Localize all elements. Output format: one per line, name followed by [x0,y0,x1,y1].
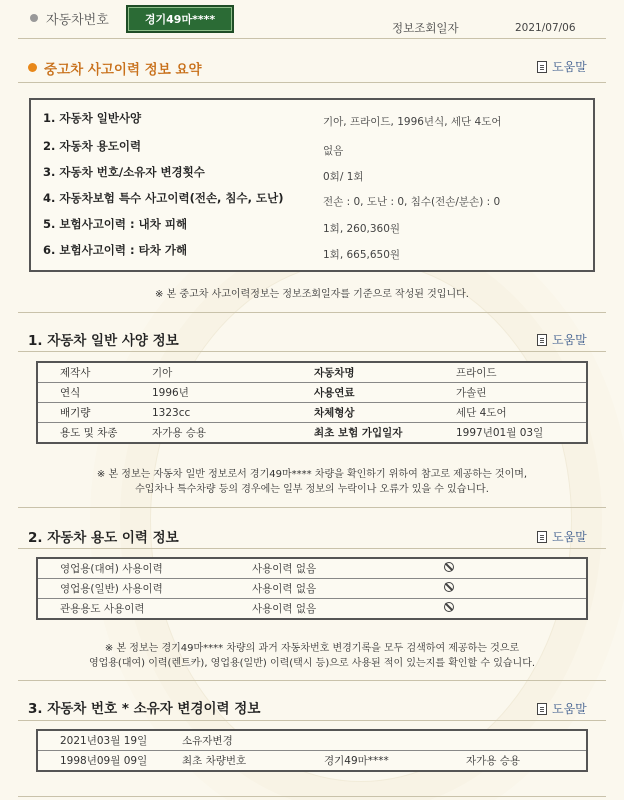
no-symbol-icon [444,602,454,612]
section1-title: 1. 자동차 일반 사양 정보 [28,333,179,349]
divider [18,507,606,508]
help-link[interactable] [537,58,587,75]
table-row [37,362,587,383]
summary-value: 1회, 665,650원 [323,249,401,261]
table-row [37,558,587,579]
summary-row [31,164,593,192]
spec-value: 세단 4도어 [434,403,587,423]
summary-row [31,138,593,166]
divider [18,680,606,681]
divider [18,351,606,352]
usage-key: 관용용도 사용이력 [60,603,145,615]
section2-note [0,641,624,671]
summary-value: 1회, 260,360원 [323,223,401,235]
history-type: 최초 차량번호 [182,755,247,767]
summary-value: 없음 [323,145,344,157]
no-symbol-icon [444,582,454,592]
summary-label: 2. 자동차 용도이력 [43,139,142,153]
spec-key: 배기량 [37,403,130,423]
spec-key: 사용연료 [292,383,434,403]
note-line: 수입차나 특수차량 등의 경우에는 일부 정보의 누락이나 오류가 있을 수 있습니다. [135,484,489,495]
history-number [302,730,444,751]
summary-title: 중고차 사고이력 정보 요약 [44,62,202,78]
spec-value: 가솔린 [434,383,587,403]
summary-label: 4. 자동차보험 특수 사고이력(전손, 침수, 도난) [43,191,284,205]
spec-value: 1323cc [130,403,292,423]
usage-value: 사용이력 없음 [252,603,317,615]
document-icon [537,703,547,715]
bullet-icon [30,14,38,22]
help-label: 도움말 [552,60,587,74]
table-row [37,383,587,403]
spec-value: 프라이드 [434,362,587,383]
summary-value: 기아, 프라이드, 1996년식, 세단 4도어 [323,116,502,128]
history-use: 자가용 승용 [466,755,521,767]
help-label: 도움말 [552,702,587,716]
history-use [444,730,587,751]
usage-value: 사용이력 없음 [230,558,422,579]
vehicle-number-label: 자동차번호 [46,13,109,28]
summary-label: 1. 자동차 일반사양 [43,111,142,125]
help-label: 도움말 [552,530,587,544]
divider [18,312,606,313]
spec-key: 제작사 [37,362,130,383]
divider [18,38,606,39]
spec-key: 최초 보험 가입일자 [314,427,403,439]
summary-row [31,216,593,244]
summary-box [29,98,595,272]
document-icon [537,334,547,346]
note-line: 영업용(대여) 이력(렌트카), 영업용(일반) 이력(택시 등)으로 사용된 적이 있는지를 확인할 수 있습니다. [88,658,536,669]
table-row [37,423,587,444]
bullet-icon [28,63,37,72]
spec-key: 연식 [37,383,130,403]
spec-key: 차체형상 [292,403,434,423]
summary-label: 5. 보험사고이력 : 내차 피해 [43,217,188,231]
note-line: ※ 본 정보는 경기49마**** 차량의 과거 자동차번호 변경기록을 모두 검색하여 제공하는 것으로 [104,643,520,654]
spec-key: 자동차명 [292,362,434,383]
note-line: ※ 본 정보는 자동차 일반 정보로서 경기49마**** 차량을 확인하기 위하여 참고로 제공하는 것이며, [96,469,528,480]
divider [18,796,606,797]
usage-key: 영업용(대여) 사용이력 [37,558,230,579]
usage-value: 사용이력 없음 [230,579,422,599]
no-symbol-icon [444,562,454,572]
table-row [37,751,587,772]
help-link[interactable] [537,331,587,348]
summary-label: 3. 자동차 번호/소유자 변경횟수 [43,165,205,179]
section1-note [0,467,624,497]
number-owner-history-table [36,729,588,772]
help-link[interactable] [537,528,587,545]
help-link[interactable] [537,700,587,717]
summary-row [31,242,593,270]
license-plate: 경기49마**** [126,5,234,33]
document-icon [537,531,547,543]
help-label: 도움말 [552,333,587,347]
table-row [37,403,587,423]
table-row [37,599,587,620]
document-icon [537,61,547,73]
summary-value: 0회/ 1회 [323,171,364,183]
divider [18,548,606,549]
divider [18,82,606,83]
history-type: 소유자변경 [160,730,302,751]
history-number: 경기49마**** [324,755,389,767]
general-spec-table [36,361,588,444]
summary-row [31,190,593,218]
history-date: 2021년03월 19일 [37,730,160,751]
inquiry-date: 2021/07/06 [515,22,576,34]
divider [18,720,606,721]
summary-note: ※ 본 중고차 사고이력정보는 정보조회일자를 기준으로 작성된 것입니다. [155,289,469,300]
spec-value: 자가용 승용 [152,427,207,439]
summary-row [31,110,593,138]
section3-title: 3. 자동차 번호 * 소유자 변경이력 정보 [28,701,261,717]
table-row [37,579,587,599]
section2-title: 2. 자동차 용도 이력 정보 [28,530,179,546]
spec-key: 용도 및 차종 [60,427,118,439]
spec-value: 1997년01월 03일 [456,427,544,439]
usage-history-table [36,557,588,620]
summary-label: 6. 보험사고이력 : 타차 가해 [43,243,188,257]
spec-value: 1996년 [130,383,292,403]
spec-value: 기아 [130,362,292,383]
history-date: 1998년09월 09일 [60,755,148,767]
inquiry-date-label: 정보조회일자 [392,21,459,35]
summary-value: 전손 : 0, 도난 : 0, 침수(전손/분손) : 0 [323,196,501,208]
usage-key: 영업용(일반) 사용이력 [37,579,230,599]
table-row [37,730,587,751]
